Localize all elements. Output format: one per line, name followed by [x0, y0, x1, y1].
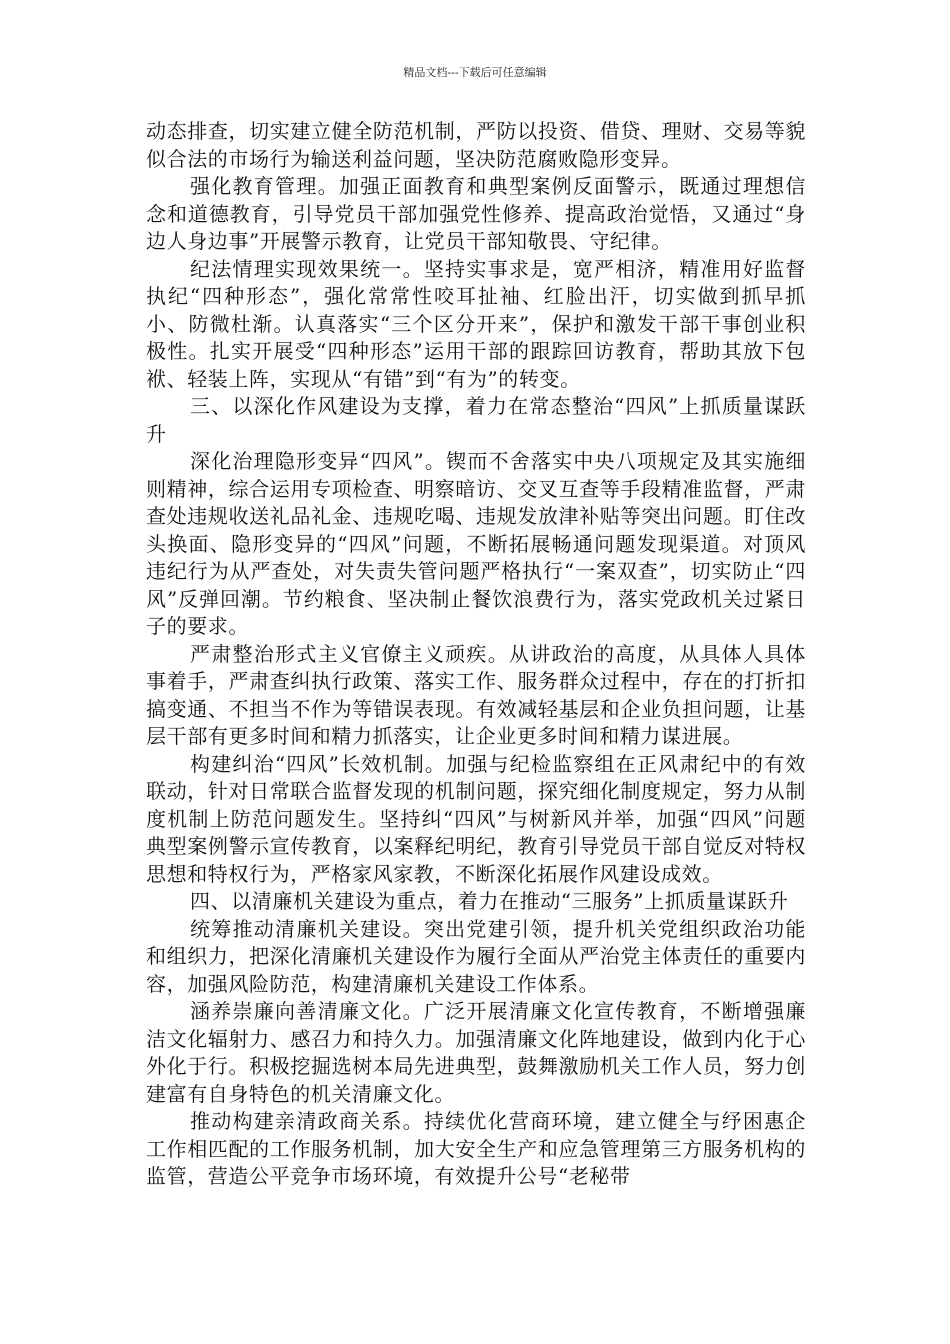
paragraph-1: 动态排查，切实建立健全防范机制，严防以投资、借贷、理财、交易等貌似合法的市场行为输送利益问题，坚决防范腐败隐形变异。 — [146, 119, 806, 171]
paragraph-2: 强化教育管理。加强正面教育和典型案例反面警示，既通过理想信念和道德教育，引导党员干部加强党性修养、提高政治觉悟，又通过“身边人身边事”开展警示教育，让党员干部知敬畏、守纪律。 — [146, 174, 806, 253]
section-heading-3: 三、以深化作风建设为支撑，着力在常态整治“四风”上抓质量谋跃升 — [146, 394, 806, 446]
document-body — [146, 118, 806, 1191]
paragraph-11: 推动构建亲清政商关系。持续优化营商环境，建立健全与纾困惠企工作相匹配的工作服务机制，加大安全生产和应急管理第三方服务机构的监管，营造公平竞争市场环境，有效提升公号“老秘带 — [146, 1109, 806, 1188]
section-heading-4: 四、以清廉机关建设为重点，着力在推动“三服务”上抓质量谋跃升 — [190, 889, 789, 913]
paragraph-9: 统筹推动清廉机关建设。突出党建引领，提升机关党组织政治功能和组织力，把深化清廉机关建设作为履行全面从严治党主体责任的重要内容，加强风险防范，构建清廉机关建设工作体系。 — [146, 916, 806, 996]
paragraph-3: 纪法情理实现效果统一。坚持实事求是，宽严相济，精准用好监督执纪“四种形态”，强化常常性咬耳扯袖、红脸出汗，切实做到抓早抓小、防微杜渐。认真落实“三个区分开来”，保护和激发干部干事创业积极性。扎实开展受“四种形态”运用干部的跟踪回访教育，帮助其放下包袱、轻装上阵，实现从“有错”到“有为”的转变。 — [146, 256, 806, 391]
paragraph-6: 严肃整治形式主义官僚主义顽疾。从讲政治的高度，从具体人具体事着手，严肃查纠执行政策、落实工作、服务群众过程中，存在的打折扣搞变通、不担当不作为等错误表现。有效减轻基层和企业负担问题，让基层干部有更多时间和精力抓落实，让企业更多时间和精力谋进展。 — [146, 641, 806, 748]
paragraph-10: 涵养崇廉向善清廉文化。广泛开展清廉文化宣传教育，不断增强廉洁文化辐射力、感召力和持久力。加强清廉文化阵地建设，做到内化于心外化于行。积极挖掘选树本局先进典型，鼓舞激励机关工作人员，努力创建富有自身特色的机关清廉文化。 — [146, 999, 806, 1106]
paragraph-5: 深化治理隐形变异“四风”。锲而不舍落实中央八项规定及其实施细则精神，综合运用专项检查、明察暗访、交叉互查等手段精准监督，严肃查处违规收送礼品礼金、违规吃喝、违规发放津补贴等突出问题。盯住改头换面、隐形变异的“四风”问题，不断拓展畅通问题发现渠道。对顶风违纪行为从严查处，对失责失管问题严格执行“一案双查”，切实防止“四风”反弹回潮。节约粮食、坚决制止餐饮浪费行为，落实党政机关过紧日子的要求。 — [146, 449, 806, 638]
paragraph-7: 构建纠治“四风”长效机制。加强与纪检监察组在正风肃纪中的有效联动，针对日常联合监督发现的机制问题，探究细化制度规定，努力从制度机制上防范问题发生。坚持纠“四风”与树新风并举，加强“四风”问题典型案例警示宣传教育，以案释纪明纪，教育引导党员干部自觉反对特权思想和特权行为，严格家风家教，不断深化拓展作风建设成效。 — [146, 751, 806, 886]
page-header: 精品文档---下载后可任意编辑 — [403, 66, 547, 79]
